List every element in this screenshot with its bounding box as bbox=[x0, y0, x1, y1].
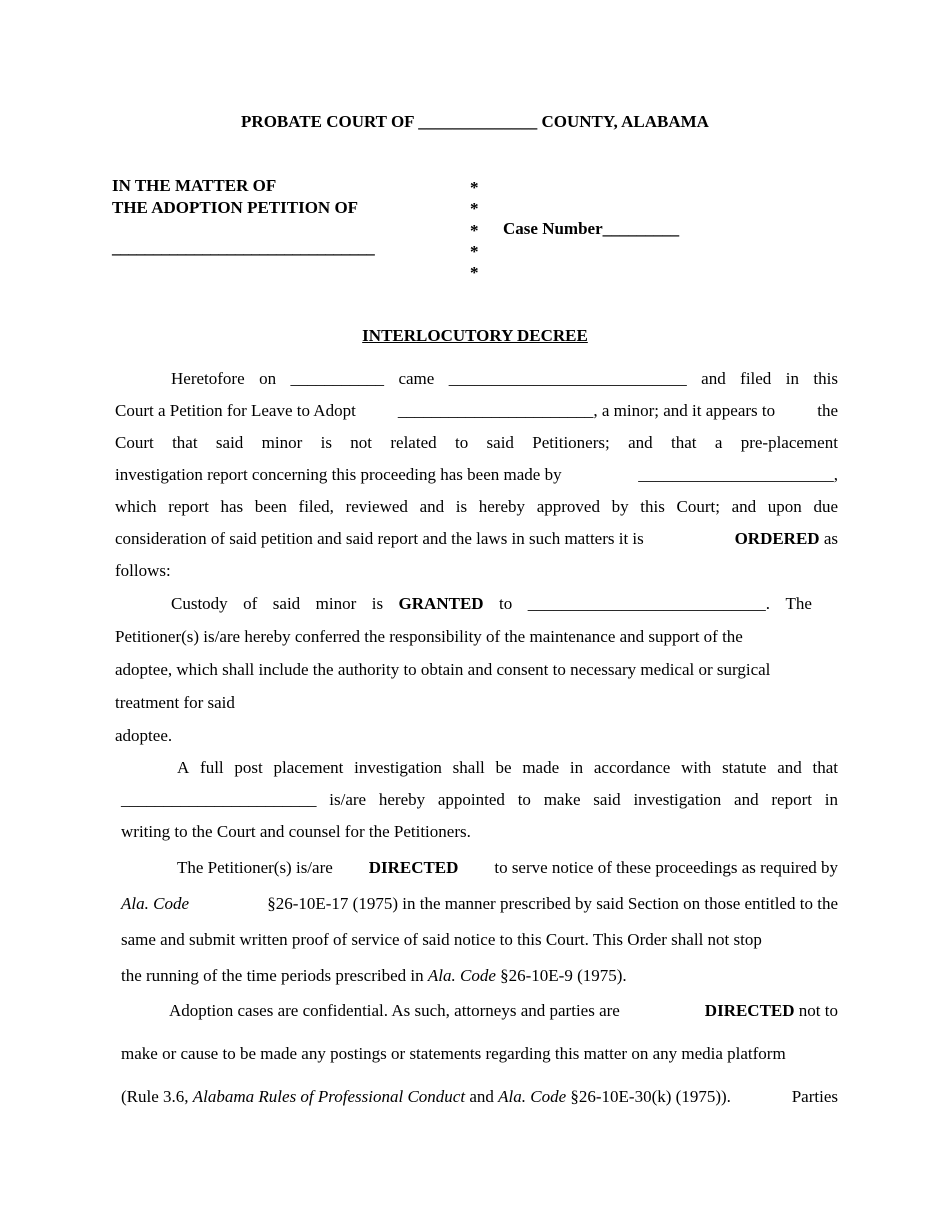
granted-keyword: GRANTED bbox=[398, 594, 484, 613]
word: to bbox=[454, 433, 469, 452]
word: and bbox=[731, 497, 757, 516]
para2-line2: Petitioner(s) is/are hereby conferred the responsibility of the maintenance and support of the bbox=[115, 627, 743, 646]
word: made bbox=[522, 758, 560, 777]
word: filed, bbox=[298, 497, 334, 516]
directed-keyword: DIRECTED bbox=[368, 858, 459, 877]
para3-line2 bbox=[121, 790, 838, 810]
para3-line3: writing to the Court and counsel for the Petitioners. bbox=[121, 822, 471, 841]
word: upon bbox=[767, 497, 802, 516]
para4-line2 bbox=[121, 894, 838, 914]
word: said bbox=[486, 433, 514, 452]
word: on bbox=[259, 369, 277, 388]
directed-keyword: DIRECTED bbox=[704, 1001, 795, 1020]
caption-star: * bbox=[470, 199, 479, 218]
word: Custody bbox=[171, 594, 228, 613]
word: approved bbox=[536, 497, 600, 516]
word: hereby bbox=[478, 497, 526, 516]
word: said bbox=[215, 433, 244, 452]
word: been bbox=[254, 497, 287, 516]
petitioner-name-blank: ________________________________ bbox=[112, 238, 375, 257]
word: A bbox=[177, 758, 190, 777]
word: investigation bbox=[354, 758, 442, 777]
investigator-blank: _______________________, bbox=[638, 465, 838, 484]
text: Court a Petition for Leave to Adopt bbox=[115, 401, 356, 420]
text: §26-10E-17 (1975) in the manner prescribed by said Section on those entitled to the bbox=[267, 894, 838, 913]
word: be bbox=[495, 758, 512, 777]
word: and bbox=[419, 497, 445, 516]
word: pre-placement bbox=[740, 433, 838, 452]
para4-line4 bbox=[121, 966, 627, 986]
word: is bbox=[371, 594, 384, 613]
word: statute bbox=[722, 758, 767, 777]
text: Adoption cases are confidential. As such, attorneys and parties are bbox=[169, 1001, 620, 1020]
word: Heretofore bbox=[171, 369, 245, 388]
para2-line3: adoptee, which shall include the authority to obtain and consent to necessary medical or surgical bbox=[115, 660, 771, 679]
case-number bbox=[503, 219, 679, 239]
para1-line7: follows: bbox=[115, 561, 171, 580]
word: has bbox=[220, 497, 244, 516]
para2-line5: adoptee. bbox=[115, 726, 173, 745]
petitioners-blank: ____________________________ bbox=[448, 369, 687, 388]
para1-line3 bbox=[115, 433, 838, 453]
word: make bbox=[543, 790, 581, 809]
court-suffix: COUNTY, ALABAMA bbox=[541, 112, 709, 131]
county-blank: ______________ bbox=[418, 112, 538, 131]
matter-line-2: THE ADOPTION PETITION OF bbox=[112, 198, 359, 217]
text: investigation report concerning this proceeding has been made by bbox=[115, 465, 562, 484]
word: said bbox=[272, 594, 301, 613]
word: reviewed bbox=[345, 497, 408, 516]
ala-code-citation: Ala. Code bbox=[121, 894, 189, 913]
text: Parties bbox=[791, 1087, 838, 1106]
word: appointed bbox=[437, 790, 505, 809]
word: which bbox=[115, 497, 157, 516]
text: as bbox=[823, 529, 838, 548]
para1-line4 bbox=[115, 465, 838, 485]
word: is/are bbox=[329, 790, 367, 809]
ala-code-citation: Ala. Code bbox=[427, 966, 496, 985]
text: §26-10E-30(k) (1975)). bbox=[570, 1087, 731, 1106]
word: due bbox=[813, 497, 838, 516]
case-number-label: Case Number bbox=[503, 219, 603, 238]
word: report bbox=[771, 790, 812, 809]
court-title bbox=[0, 112, 950, 132]
word: with bbox=[681, 758, 712, 777]
word: in bbox=[824, 790, 838, 809]
case-number-blank: _________ bbox=[602, 219, 680, 238]
word: this bbox=[640, 497, 665, 516]
word: shall bbox=[452, 758, 485, 777]
word: investigation bbox=[633, 790, 722, 809]
word: and bbox=[734, 790, 759, 809]
caption-star: * bbox=[470, 242, 479, 261]
para1-line1 bbox=[171, 369, 838, 389]
word: is bbox=[320, 433, 332, 452]
word: minor bbox=[315, 594, 357, 613]
text: the bbox=[817, 401, 838, 420]
word: related bbox=[390, 433, 437, 452]
text: consideration of said petition and said report and the laws in such matters it is bbox=[115, 529, 644, 548]
word: in bbox=[569, 758, 584, 777]
word: not bbox=[350, 433, 373, 452]
custodian-blank: ____________________________. bbox=[527, 594, 770, 613]
word: and bbox=[777, 758, 802, 777]
word: that bbox=[172, 433, 198, 452]
text: the running of the time periods prescribed in bbox=[121, 966, 424, 985]
word: to bbox=[499, 594, 513, 613]
word: hereby bbox=[378, 790, 426, 809]
word: by bbox=[611, 497, 629, 516]
rules-citation: Alabama Rules of Professional Conduct bbox=[192, 1087, 466, 1106]
word: said bbox=[593, 790, 621, 809]
word: and bbox=[701, 369, 726, 388]
word: The bbox=[785, 594, 812, 613]
text: The Petitioner(s) is/are bbox=[177, 858, 333, 877]
word: that bbox=[670, 433, 697, 452]
ordered-keyword: ORDERED bbox=[734, 529, 820, 548]
word: a bbox=[714, 433, 723, 452]
text: (Rule 3.6, bbox=[121, 1087, 189, 1106]
para4-line1 bbox=[177, 858, 838, 878]
word: placement bbox=[273, 758, 344, 777]
caption-star: * bbox=[470, 221, 479, 240]
ala-code-citation: Ala. Code bbox=[498, 1087, 567, 1106]
word: and bbox=[628, 433, 653, 452]
matter-line-1: IN THE MATTER OF bbox=[112, 176, 277, 195]
caption-star: * bbox=[470, 263, 479, 282]
word: accordance bbox=[593, 758, 671, 777]
para2-line4: treatment for said bbox=[115, 693, 235, 712]
text: and bbox=[469, 1087, 494, 1106]
word: minor bbox=[261, 433, 303, 452]
caption-star: * bbox=[470, 178, 479, 197]
word: that bbox=[812, 758, 838, 777]
word: Court; bbox=[676, 497, 720, 516]
decree-title: INTERLOCUTORY DECREE bbox=[362, 326, 588, 345]
word: this bbox=[813, 369, 838, 388]
text: not to bbox=[798, 1001, 838, 1020]
investigator-appointee-blank: _______________________ bbox=[121, 790, 317, 809]
text: to serve notice of these proceedings as required by bbox=[494, 858, 838, 877]
word: of bbox=[243, 594, 258, 613]
para4-line3: same and submit written proof of service of said notice to this Court. This Order shall not stop bbox=[121, 930, 762, 949]
para5-line2: make or cause to be made any postings or statements regarding this matter on any media platform bbox=[121, 1044, 786, 1063]
word: is bbox=[455, 497, 468, 516]
para1-line5 bbox=[115, 497, 838, 517]
text: §26-10E-9 (1975). bbox=[500, 966, 627, 985]
word: Petitioners; bbox=[532, 433, 610, 452]
court-prefix: PROBATE COURT OF bbox=[241, 112, 414, 131]
minor-name-blank: _______________________, a minor; and it appears to bbox=[397, 401, 776, 420]
date-blank: ___________ bbox=[290, 369, 384, 388]
word: post bbox=[234, 758, 263, 777]
word: filed bbox=[740, 369, 772, 388]
word: to bbox=[517, 790, 531, 809]
para5-line1 bbox=[169, 1001, 838, 1021]
para1-line6 bbox=[115, 529, 838, 549]
para3-line1 bbox=[177, 758, 838, 778]
word: came bbox=[398, 369, 435, 388]
word: in bbox=[785, 369, 799, 388]
word: full bbox=[200, 758, 224, 777]
para2-line1 bbox=[171, 594, 812, 614]
para5-line3 bbox=[121, 1087, 838, 1107]
word: Court bbox=[115, 433, 154, 452]
para1-line2 bbox=[115, 401, 838, 421]
word: report bbox=[168, 497, 209, 516]
